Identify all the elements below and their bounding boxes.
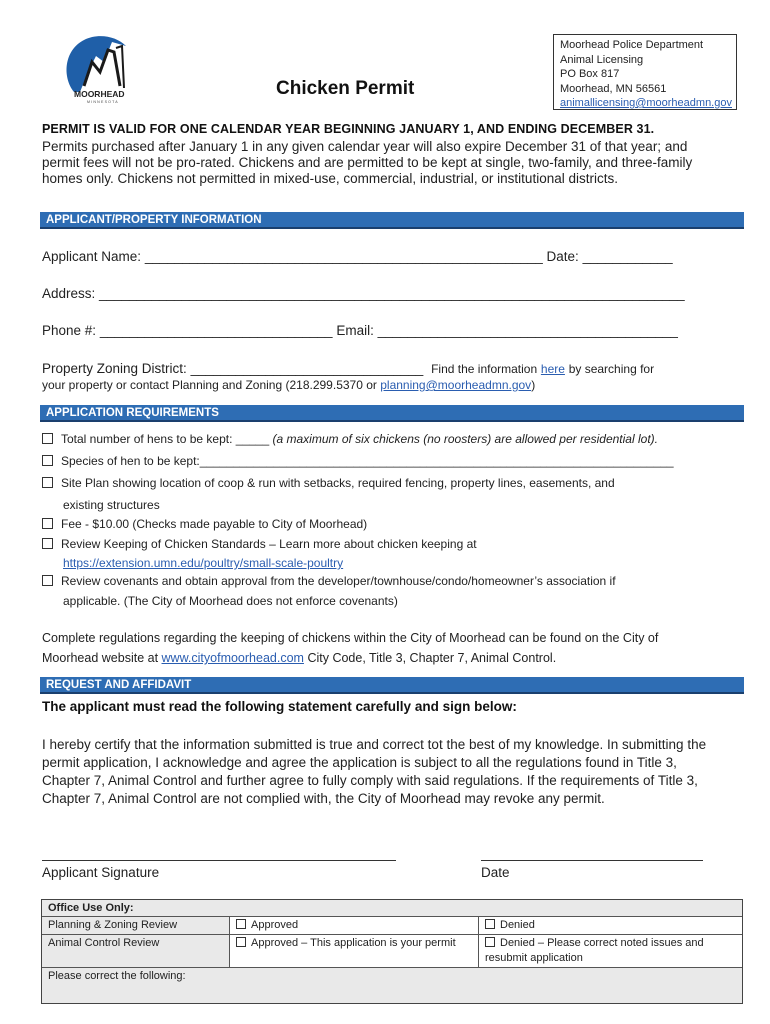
section-applicant-header: APPLICANT/PROPERTY INFORMATION — [40, 212, 744, 229]
office-use-title: Office Use Only: — [48, 902, 134, 914]
address-label: Address: — [42, 286, 96, 301]
address-line1: Moorhead Police Department — [560, 39, 704, 51]
office-use-table — [42, 916, 742, 1008]
req-site-plan: Site Plan showing location of coop & run with setbacks, required fencing, property lines, easements, and — [42, 476, 615, 490]
req-fee-checkbox[interactable] — [42, 518, 53, 529]
moorhead-logo-icon — [60, 32, 138, 104]
signature-date-label: Date — [481, 865, 510, 880]
office-pz-approved-checkbox[interactable] — [236, 919, 246, 929]
office-ac-label: Animal Control Review — [42, 935, 230, 968]
office-pz-approved: Approved — [230, 917, 479, 935]
req-hens-checkbox[interactable] — [42, 433, 53, 444]
zoning-info-pre: Find the information — [431, 362, 538, 376]
zoning-label: Property Zoning District: — [42, 361, 187, 376]
email-field[interactable]: ________________________________________ — [377, 323, 678, 338]
affidavit-heading: The applicant must read the following statement carefully and sign below: — [42, 699, 517, 714]
signature-date-line[interactable] — [481, 860, 703, 861]
req-species: Species of hen to be kept:_______________________________________________________________________ — [42, 454, 674, 468]
zoning-line2-post: ) — [531, 378, 536, 392]
planning-email-link[interactable]: planning@moorheadmn.gov — [380, 378, 532, 392]
regulations-line1: Complete regulations regarding the keeping of chickens within the City of Moorhead can be found on the City of — [42, 631, 659, 645]
req-site-plan-checkbox[interactable] — [42, 477, 53, 488]
zoning-info-post: by searching for — [568, 362, 655, 376]
section-affidavit-header: REQUEST AND AFFIDAVIT — [40, 677, 744, 694]
applicant-name-field[interactable]: _____________________________________________________ — [144, 249, 543, 264]
section-requirements-header: APPLICATION REQUIREMENTS — [40, 405, 744, 422]
office-use-box — [41, 899, 743, 1004]
applicant-name-label: Applicant Name: — [42, 249, 142, 264]
intro-text: Permits purchased after January 1 in any given calendar year will also expire December 31 of that year; and permit fees will not be pro-rated. Chickens and are permitted to be kept at single, two-family, and three-family homes only. Chickens not permitted in mixed-use, commercial, industrial, or institutional districts. — [42, 139, 693, 186]
office-ac-denied-checkbox[interactable] — [485, 937, 495, 947]
zoning-row — [42, 361, 654, 376]
city-website-link[interactable]: www.cityofmoorhead.com — [161, 651, 304, 665]
office-pz-denied-checkbox[interactable] — [485, 919, 495, 929]
phone-label: Phone #: — [42, 323, 97, 338]
validity-notice: PERMIT IS VALID FOR ONE CALENDAR YEAR BEGINNING JANUARY 1, AND ENDING DECEMBER 31. — [42, 122, 655, 136]
office-correct-label[interactable]: Please correct the following: — [42, 968, 742, 1009]
zoning-field[interactable]: _______________________________ — [190, 361, 424, 376]
req-species-checkbox[interactable] — [42, 455, 53, 466]
zoning-row-2 — [42, 378, 535, 392]
email-label: Email: — [336, 323, 374, 338]
req-hens-count: Total number of hens to be kept: _____ (a maximum of six chickens (no roosters) are allowed per residential lot). — [42, 432, 658, 446]
date-label: Date: — [546, 249, 579, 264]
signature-line[interactable] — [42, 860, 396, 861]
req-covenants-line2: applicable. (The City of Moorhead does not enforce covenants) — [63, 594, 398, 608]
address-box — [553, 34, 737, 110]
office-pz-denied: Denied — [479, 917, 743, 935]
moorhead-logo — [60, 32, 138, 104]
req-fee: Fee - $10.00 (Checks made payable to City of Moorhead) — [42, 517, 367, 531]
office-ac-denied: Denied – Please correct noted issues and resubmit application — [479, 935, 743, 968]
zoning-line2-pre: your property or contact Planning and Zoning (218.299.5370 or — [42, 378, 377, 392]
extension-link[interactable]: https://extension.umn.edu/poultry/small-scale-poultry — [63, 556, 344, 570]
affidavit-text: I hereby certify that the information submitted is true and correct tot the best of my knowledge. In submitting the permit application, I acknowledge and agree the application is subject to all the regulations found in Title 3, Chapter 7, Animal Control and further agree to fully comply with said regulations. If the requirements of Title 3, Chapter 7, Animal Control are not complied with, the City of Moorhead may revoke any permit. — [42, 737, 707, 806]
office-ac-approved: Approved – This application is your permit — [230, 935, 479, 968]
address-line2: Animal Licensing — [560, 53, 644, 66]
logo-text: MOORHEAD — [74, 89, 125, 99]
req-covenants-checkbox[interactable] — [42, 575, 53, 586]
req-standards: Review Keeping of Chicken Standards – Learn more about chicken keeping at — [42, 537, 477, 551]
page-title: Chicken Permit — [276, 78, 415, 99]
req-covenants: Review covenants and obtain approval from the developer/townhouse/condo/homeowner’s association if — [42, 574, 616, 588]
address-field[interactable]: ______________________________________________________________________________ — [99, 286, 685, 301]
office-pz-label: Planning & Zoning Review — [42, 917, 230, 935]
phone-email-row — [42, 323, 678, 338]
req-hens-note: (a maximum of six chickens (no roosters) are allowed per residential lot). — [272, 432, 658, 446]
signature-label: Applicant Signature — [42, 865, 160, 880]
address-row — [42, 286, 685, 301]
office-ac-approved-checkbox[interactable] — [236, 937, 246, 947]
req-standards-checkbox[interactable] — [42, 538, 53, 549]
applicant-name-row — [42, 249, 673, 264]
address-line3: PO Box 817 — [560, 68, 620, 80]
req-site-plan-line2: existing structures — [63, 498, 160, 512]
regulations-line2: Moorhead website at www.cityofmoorhead.com City Code, Title 3, Chapter 7, Animal Control. — [42, 651, 557, 665]
phone-field[interactable]: _______________________________ — [99, 323, 333, 338]
licensing-email-link[interactable]: animallicensing@moorheadmn.gov — [560, 97, 732, 109]
address-line4: Moorhead, MN 56561 — [560, 82, 667, 95]
date-field[interactable]: ____________ — [582, 249, 673, 264]
logo-subtext: MINNESOTA — [87, 100, 119, 104]
zoning-here-link[interactable]: here — [540, 362, 565, 376]
